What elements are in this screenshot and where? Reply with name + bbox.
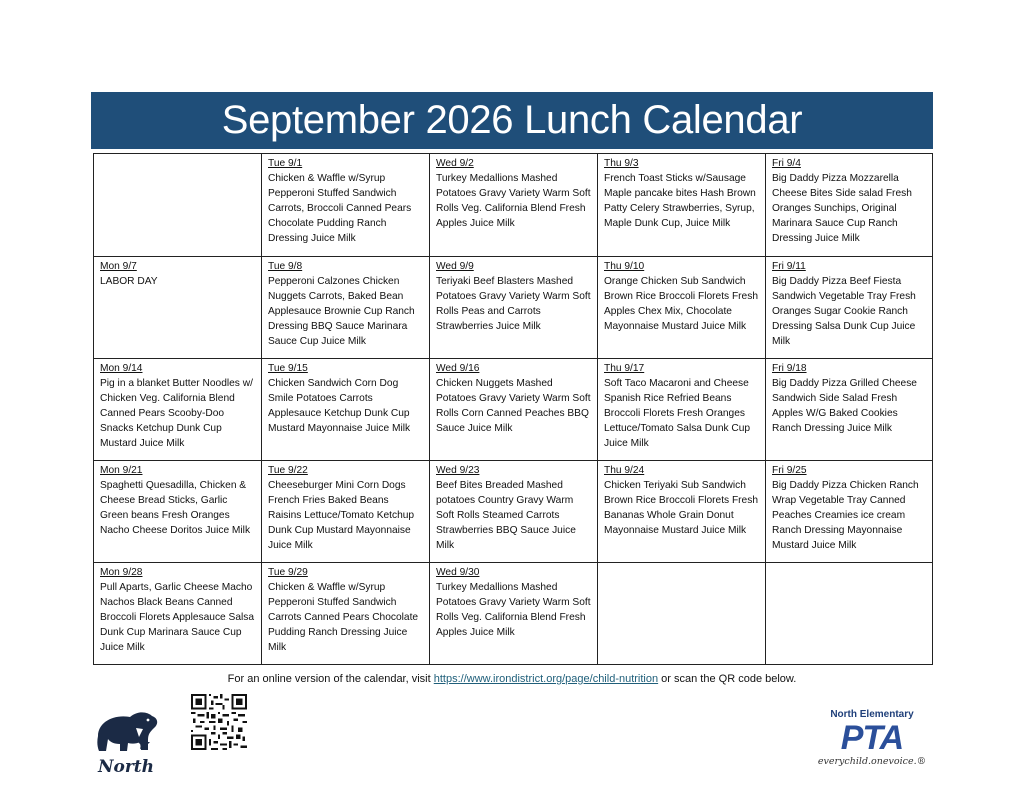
pta-school-name: North Elementary bbox=[830, 709, 914, 720]
lunch-calendar-grid bbox=[93, 153, 933, 665]
day-cell bbox=[94, 359, 262, 461]
north-bear-logo bbox=[92, 706, 160, 778]
day-label: Tue 9/29 bbox=[268, 567, 308, 578]
day-menu: Beef Bites Breaded Mashed potatoes Country Gravy Warm Soft Rolls Steamed Carrots Strawberries BBQ Sauce Juice Milk bbox=[436, 480, 576, 551]
day-label: Thu 9/24 bbox=[604, 465, 645, 476]
polar-bear-icon bbox=[97, 712, 157, 751]
day-menu: Big Daddy Pizza Mozzarella Cheese Bites Side salad Fresh Oranges Sunchips, Original Marinara Sauce Cup Ranch Dressing Juice Milk bbox=[772, 173, 912, 244]
day-label: Fri 9/11 bbox=[772, 261, 806, 272]
day-label: Mon 9/28 bbox=[100, 567, 143, 578]
day-menu: Soft Taco Macaroni and Cheese Spanish Rice Refried Beans Broccoli Florets Fresh Oranges Lettuce/Tomato Salsa Dunk Cup Juice Milk bbox=[604, 378, 751, 449]
day-label: Fri 9/4 bbox=[772, 158, 801, 169]
pta-wordmark: PTA bbox=[840, 719, 904, 757]
day-menu: Chicken Teriyaki Sub Sandwich Brown Rice Broccoli Florets Fresh Bananas Whole Grain Donut Mayonnaise Mustard Juice Milk bbox=[604, 480, 758, 536]
day-cell bbox=[262, 461, 430, 563]
day-cell bbox=[430, 359, 598, 461]
nutrition-link[interactable]: https://www.irondistrict.org/page/child-nutrition bbox=[433, 673, 659, 685]
calendar-title: September 2026 Lunch Calendar bbox=[91, 92, 933, 149]
day-cell bbox=[766, 154, 933, 257]
day-menu: LABOR DAY bbox=[100, 276, 158, 287]
week-row bbox=[94, 257, 933, 359]
day-label: Wed 9/9 bbox=[436, 261, 474, 272]
day-cell bbox=[94, 257, 262, 359]
week-row bbox=[94, 563, 933, 665]
day-menu: Chicken Nuggets Mashed Potatoes Gravy Variety Warm Soft Rolls Corn Canned Peaches BBQ Sauce Juice Milk bbox=[436, 378, 591, 434]
day-label: Fri 9/25 bbox=[772, 465, 807, 476]
day-label: Tue 9/1 bbox=[268, 158, 303, 169]
day-label: Wed 9/23 bbox=[436, 465, 480, 476]
day-menu: Teriyaki Beef Blasters Mashed Potatoes Gravy Variety Warm Soft Rolls Peas and Carrots Strawberries Juice Milk bbox=[436, 276, 591, 332]
day-menu: Big Daddy Pizza Chicken Ranch Wrap Vegetable Tray Canned Peaches Creamies ice cream Ranch Dressing Mayonnaise Mustard Juice Milk bbox=[772, 480, 919, 551]
day-cell bbox=[430, 563, 598, 665]
day-cell bbox=[598, 257, 766, 359]
day-menu: Pig in a blanket Butter Noodles w/ Chicken Veg. California Blend Canned Pears Scooby-Doo Snacks Ketchup Dunk Cup Mustard Juice Milk bbox=[100, 378, 253, 449]
day-label: Tue 9/22 bbox=[268, 465, 308, 476]
day-menu: Spaghetti Quesadilla, Chicken & Cheese Bread Sticks, Garlic Green beans Fresh Oranges Nacho Cheese Doritos Juice Milk bbox=[100, 480, 251, 536]
day-menu: Big Daddy Pizza Grilled Cheese Sandwich Side Salad Fresh Apples W/G Baked Cookies Ranch Dressing Juice Milk bbox=[772, 378, 917, 434]
day-cell bbox=[94, 154, 262, 257]
day-label: Tue 9/8 bbox=[268, 261, 303, 272]
day-label: Mon 9/7 bbox=[100, 261, 137, 272]
week-row bbox=[94, 461, 933, 563]
day-menu: Orange Chicken Sub Sandwich Brown Rice Broccoli Florets Fresh Apples Chex Mix, Chocolate Mayonnaise Mustard Juice Milk bbox=[604, 276, 758, 332]
day-cell bbox=[94, 461, 262, 563]
footer-note bbox=[0, 673, 1024, 685]
day-cell bbox=[766, 461, 933, 563]
day-menu: Chicken & Waffle w/Syrup Pepperoni Stuffed Sandwich Carrots Canned Pears Chocolate Pudding Ranch Dressing Juice Milk bbox=[268, 582, 419, 653]
day-menu: Turkey Medallions Mashed Potatoes Gravy Variety Warm Soft Rolls Veg. California Blend Fresh Apples Juice Milk bbox=[436, 582, 591, 638]
pta-logo bbox=[812, 709, 932, 777]
day-label: Fri 9/18 bbox=[772, 363, 807, 374]
day-cell bbox=[598, 359, 766, 461]
day-label: Mon 9/21 bbox=[100, 465, 143, 476]
day-label: Wed 9/2 bbox=[436, 158, 474, 169]
north-wordmark: North bbox=[97, 757, 155, 777]
day-cell bbox=[94, 563, 262, 665]
day-label: Tue 9/15 bbox=[268, 363, 308, 374]
day-menu: Chicken & Waffle w/Syrup Pepperoni Stuffed Sandwich Carrots, Broccoli Canned Pears Chocolate Pudding Ranch Dressing Juice Milk bbox=[268, 173, 412, 244]
day-label: Wed 9/16 bbox=[436, 363, 480, 374]
day-label: Wed 9/30 bbox=[436, 567, 480, 578]
footer-text-after: or scan the QR code below. bbox=[658, 673, 797, 685]
day-label: Thu 9/3 bbox=[604, 158, 639, 169]
day-menu: Pull Aparts, Garlic Cheese Macho Nachos Black Beans Canned Broccoli Florets Applesauce Salsa Dunk Cup Marinara Sauce Cup Juice Milk bbox=[100, 582, 255, 653]
day-label: Thu 9/17 bbox=[604, 363, 645, 374]
day-cell bbox=[766, 359, 933, 461]
qr-code[interactable] bbox=[191, 694, 247, 750]
day-label: Thu 9/10 bbox=[604, 261, 645, 272]
week-row bbox=[94, 359, 933, 461]
day-cell bbox=[430, 154, 598, 257]
day-menu: Pepperoni Calzones Chicken Nuggets Carrots, Baked Bean Applesauce Brownie Cup Ranch Dressing BBQ Sauce Marinara Sauce Cup Juice Milk bbox=[268, 276, 415, 347]
day-cell bbox=[598, 461, 766, 563]
pta-tagline: everychild.onevoice.® bbox=[817, 756, 927, 767]
day-menu: French Toast Sticks w/Sausage Maple pancake bites Hash Brown Patty Celery Strawberries, Syrup, Maple Dunk Cup, Juice Milk bbox=[604, 173, 756, 229]
day-menu: Cheeseburger Mini Corn Dogs French Fries Baked Beans Raisins Lettuce/Tomato Ketchup Dunk Cup Mustard Mayonnaise Juice Milk bbox=[268, 480, 415, 551]
day-cell bbox=[430, 461, 598, 563]
day-cell bbox=[766, 257, 933, 359]
day-label: Mon 9/14 bbox=[100, 363, 143, 374]
day-cell bbox=[262, 154, 430, 257]
week-row bbox=[94, 154, 933, 257]
day-cell bbox=[262, 563, 430, 665]
day-menu: Big Daddy Pizza Beef Fiesta Sandwich Vegetable Tray Fresh Oranges Sugar Cookie Ranch Dressing Salsa Dunk Cup Juice Milk bbox=[772, 276, 916, 347]
day-cell bbox=[262, 359, 430, 461]
day-cell bbox=[766, 563, 933, 665]
day-cell bbox=[262, 257, 430, 359]
day-menu: Chicken Sandwich Corn Dog Smile Potatoes Carrots Applesauce Ketchup Dunk Cup Mustard Mayonnaise Juice Milk bbox=[268, 378, 411, 434]
day-cell bbox=[430, 257, 598, 359]
day-menu: Turkey Medallions Mashed Potatoes Gravy Variety Warm Soft Rolls Veg. California Blend Fresh Apples Juice Milk bbox=[436, 173, 591, 229]
footer-text-before: For an online version of the calendar, visit bbox=[227, 673, 434, 685]
day-cell bbox=[598, 154, 766, 257]
day-cell bbox=[598, 563, 766, 665]
